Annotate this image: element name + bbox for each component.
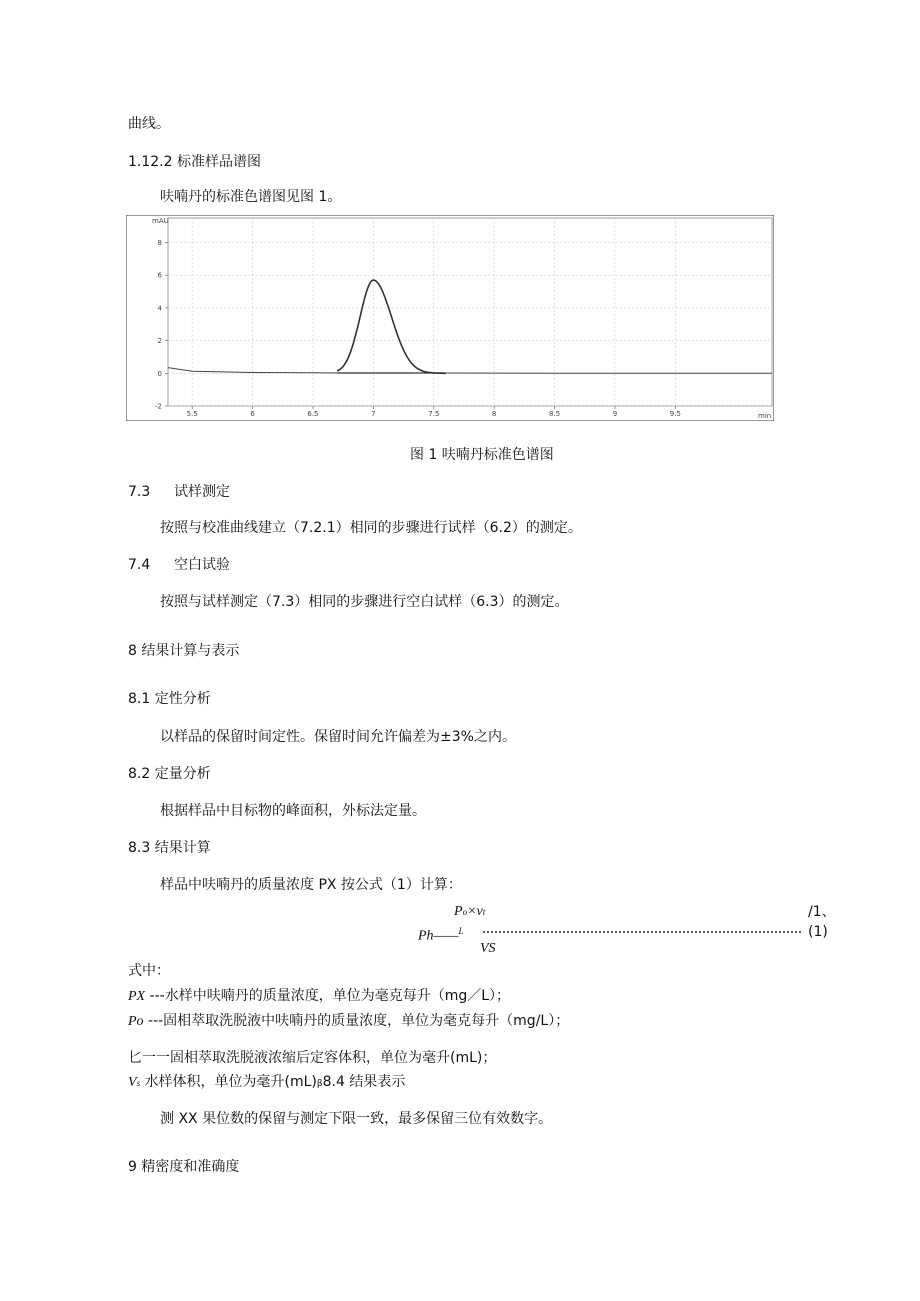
x-tick-label: 5.5 bbox=[186, 410, 198, 418]
x-tick-label: 8 bbox=[491, 410, 497, 418]
section-8-3-heading: 8.3 结果计算 bbox=[128, 840, 211, 856]
section-7-4-title: 空白试验 bbox=[174, 557, 230, 573]
y-tick-label: 4 bbox=[157, 304, 162, 313]
section-9-heading: 9 精密度和准确度 bbox=[128, 1159, 240, 1175]
section-8-4-body: 测 XX 果位数的保留与测定下限一致，最多保留三位有效数字。 bbox=[160, 1111, 553, 1127]
formula-denominator: VS bbox=[480, 941, 496, 956]
section-7-4-number: 7.4 bbox=[128, 557, 151, 573]
heading-1-12-2: 1.12.2 标准样品谱图 bbox=[128, 154, 261, 170]
formula-leader-dots bbox=[483, 925, 801, 933]
section-8-2-heading: 8.2 定量分析 bbox=[128, 766, 211, 782]
x-tick-label: 7.5 bbox=[428, 410, 440, 418]
section-8-3-body: 样品中呋喃丹的质量浓度 PX 按公式（1）计算： bbox=[160, 877, 462, 893]
x-tick-label: 8.5 bbox=[548, 410, 561, 418]
section-8-2-body: 根据样品中目标物的峰面积，外标法定量。 bbox=[160, 803, 426, 819]
y-tick-label: 2 bbox=[157, 337, 162, 346]
y-tick-label: 8 bbox=[157, 239, 162, 248]
section-7-3-body: 按照与校准曲线建立（7.2.1）相同的步骤进行试样（6.2）的测定。 bbox=[160, 520, 582, 536]
formula-numerator: Po×vt bbox=[454, 904, 486, 919]
x-tick-label: 9.5 bbox=[669, 410, 681, 418]
definition-po: Po ---固相萃取洗脱液中呋喃丹的质量浓度，单位为毫克每升（mg/L）； bbox=[128, 1013, 570, 1029]
text-figure-ref: 呋喃丹的标准色谱图见图 1。 bbox=[160, 189, 342, 205]
text-line-curve: 曲线。 bbox=[128, 116, 170, 132]
formula-lhs: Ph——$^L$ bbox=[418, 926, 464, 944]
x-tick-label: 6.5 bbox=[307, 410, 319, 418]
definition-vt: 匕一一固相萃取洗脱液浓缩后定容体积，单位为毫升(mL)； bbox=[128, 1050, 497, 1066]
section-7-4-body: 按照与试样测定（7.3）相同的步骤进行空白试样（6.3）的测定。 bbox=[160, 594, 569, 610]
x-tick-label: 9 bbox=[612, 410, 618, 418]
definition-vs: Vs 水样体积，单位为毫升(mL)β8.4 结果表示 bbox=[128, 1074, 406, 1090]
equation-number: (1) bbox=[808, 924, 828, 940]
y-tick-label: -2 bbox=[155, 402, 162, 411]
where-label: 式中： bbox=[128, 963, 170, 979]
chart-frame bbox=[126, 215, 774, 421]
equation-mark-top: /1、 bbox=[808, 904, 836, 920]
figure-caption: 图 1 呋喃丹标准色谱图 bbox=[410, 447, 554, 463]
section-7-3-title: 试样测定 bbox=[174, 484, 230, 500]
x-tick-label: 6 bbox=[250, 410, 255, 418]
chromatogram-chart bbox=[126, 215, 774, 421]
y-tick-label: 0 bbox=[157, 369, 162, 378]
y-axis-label: mAU bbox=[152, 217, 169, 225]
y-tick-label: 6 bbox=[157, 271, 162, 280]
x-tick-label: 7 bbox=[371, 410, 376, 418]
x-axis-label: min bbox=[758, 412, 772, 420]
section-8-1-heading: 8.1 定性分析 bbox=[128, 691, 211, 707]
section-8-heading: 8 结果计算与表示 bbox=[128, 643, 240, 659]
section-8-1-body: 以样品的保留时间定性。保留时间允许偏差为±3%之内。 bbox=[160, 729, 516, 745]
definition-px: PX ---水样中呋喃丹的质量浓度，单位为毫克每升（mg／L）； bbox=[128, 988, 511, 1004]
section-7-3-number: 7.3 bbox=[128, 484, 151, 500]
